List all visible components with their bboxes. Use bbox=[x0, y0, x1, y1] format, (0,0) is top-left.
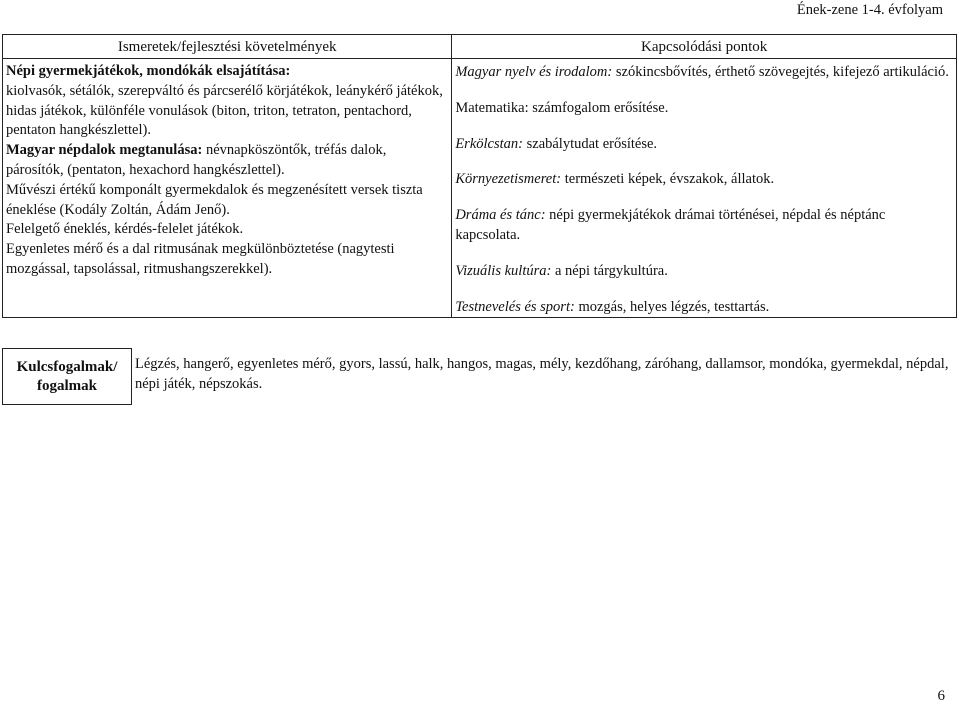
connection-item bbox=[455, 63, 952, 83]
requirement-text: Felelgető éneklés, kérdés-felelet játékok. bbox=[6, 221, 244, 238]
requirement-item bbox=[6, 220, 447, 240]
connection-item bbox=[455, 298, 952, 318]
key-concepts-table bbox=[2, 348, 957, 405]
connection-text: mozgás, helyes légzés, testtartás. bbox=[574, 298, 770, 315]
connection-text: a népi tárgykultúra. bbox=[551, 262, 668, 279]
subject-name: Környezetismeret: bbox=[455, 171, 562, 188]
requirement-item bbox=[6, 141, 447, 181]
connection-text: népi gyermekjátékok drámai történései, népdal és néptánc kapcsolata. bbox=[455, 207, 886, 243]
subject-name: Erkölcstan: bbox=[455, 135, 523, 152]
connection-item bbox=[455, 206, 952, 246]
requirement-item bbox=[6, 240, 447, 280]
connection-item bbox=[455, 170, 952, 190]
key-concepts-text: Légzés, hangerő, egyenletes mérő, gyors, lassú, halk, hangos, magas, mély, kezdőhang, záróhang, dallamsor, mondóka, gyermekdal, népdal, népi játék, népszokás. bbox=[135, 355, 949, 392]
subject-name: Vizuális kultúra: bbox=[455, 262, 552, 279]
requirement-text: kiolvasók, sétálók, szerepváltó és párcserélő körjátékok, leánykérő játékok, hidas játékok, különféle vonulások (biton, triton, tetraton, pentachord, pentaton hangkészlettel). bbox=[6, 82, 443, 139]
requirement-text: névnapköszöntők, tréfás dalok, párosítók, (pentaton, hexachord hangkészlettel). bbox=[6, 142, 387, 178]
requirement-item bbox=[6, 62, 447, 141]
connection-item bbox=[455, 135, 952, 155]
subject-name: Testnevelés és sport: bbox=[455, 298, 575, 315]
requirement-text: Egyenletes mérő és a dal ritmusának megkülönböztetése (nagytesti mozgással, tapsolással, ritmushangszerekkel). bbox=[6, 241, 395, 277]
connection-item bbox=[455, 99, 952, 119]
connections-cell bbox=[452, 59, 957, 318]
subject-name: Magyar nyelv és irodalom: bbox=[455, 64, 613, 80]
requirements-cell bbox=[3, 59, 452, 318]
key-concepts-label: Kulcsfogalmak/ fogalmak bbox=[3, 349, 132, 405]
page-number: 6 bbox=[937, 688, 945, 704]
right-column-header: Kapcsolódási pontok bbox=[452, 35, 957, 59]
requirement-heading: Magyar népdalok megtanulása: bbox=[6, 142, 203, 159]
requirement-heading: Népi gyermekjátékok, mondókák elsajátítása: bbox=[6, 63, 291, 79]
connection-text: szabálytudat erősítése. bbox=[522, 135, 658, 152]
requirement-text: Művészi értékű komponált gyermekdalok és megzenésített versek tiszta éneklése (Kodály Zoltán, Ádám Jenő). bbox=[6, 181, 423, 218]
requirements-table bbox=[2, 34, 957, 318]
subject-name: Dráma és tánc: bbox=[455, 207, 546, 224]
connection-item bbox=[455, 262, 952, 282]
connection-text: Matematika: számfogalom erősítése. bbox=[455, 99, 669, 116]
connection-text: szókincsbővítés, érthető szövegejtés, kifejező artikuláció. bbox=[612, 64, 949, 80]
left-column-header: Ismeretek/fejlesztési követelmények bbox=[3, 35, 452, 59]
connection-text: természeti képek, évszakok, állatok. bbox=[561, 171, 775, 188]
page-header: Ének-zene 1-4. évfolyam bbox=[796, 2, 943, 18]
requirement-item bbox=[6, 181, 447, 221]
